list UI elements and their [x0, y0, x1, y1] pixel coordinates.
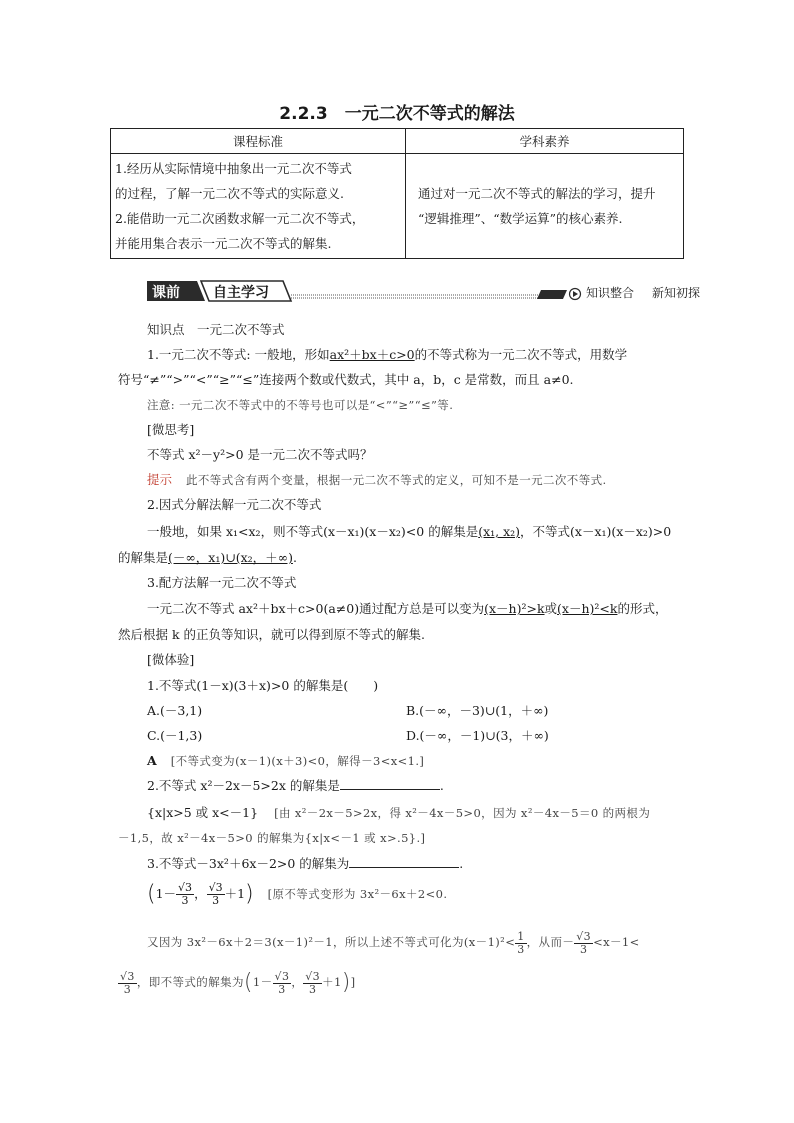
fraction: $\frac{√3}{3}$	[208, 881, 223, 907]
page-title: 2.2.3 一元二次不等式的解法	[279, 104, 515, 124]
literacy-cell: 通过对一元二次不等式的解法的学习，提升 “逻辑推理”、“数学运算”的核心素养.	[406, 154, 684, 259]
fraction: $\frac{1}{3}$	[517, 929, 525, 956]
hint-line: 提示 此不等式含有两个变量，根据一元二次不等式的定义，可知不是一元二次不等式.	[147, 472, 607, 487]
exercise-1: 1.不等式(1－x)(3＋x)>0 的解集是( )	[147, 678, 379, 693]
standards-table	[110, 128, 684, 259]
answer-1: A [不等式变为(x－1)(x＋3)<0，解得－3<x<1.]	[147, 753, 425, 768]
exercise-2: 2.不等式 x²－2x－5>2x 的解集是 .	[147, 778, 444, 793]
banner-right-2: 新知初探	[652, 286, 701, 300]
section-banner	[145, 280, 707, 302]
option-a: A.(－3,1)	[147, 703, 203, 718]
answer-3-line-3: $\frac{√3}{3}$ ，即不等式的解集为(1－ $\frac{√3}{3}$ ， $\frac{√3}{3}$ ＋1)]	[120, 969, 356, 996]
fraction: $\frac{√3}{3}$	[178, 881, 193, 907]
knowledge-point-heading: 知识点 一元二次不等式	[147, 322, 285, 337]
answer-blank	[340, 777, 440, 790]
fraction: $\frac{√3}{3}$	[576, 929, 592, 956]
fraction: $\frac{√3}{3}$	[305, 969, 321, 996]
micro-think-heading: [微思考]	[147, 422, 195, 437]
hint-label: 提示	[147, 472, 173, 487]
table-header-standard: 课程标准	[111, 129, 406, 154]
section-3-heading: 3.配方法解一元二次不等式	[147, 575, 297, 590]
factor-line-1: 一般地，如果 x₁<x₂，则不等式(x－x₁)(x－x₂)<0 的解集是(x₁, x₂)，不等式(x－x₁)(x－x₂)>0	[147, 524, 672, 539]
square-line-1: 一元二次不等式 ax²＋bx＋c>0(a≠0)通过配方总是可以变为(x－h)²>k或(x－h)²<k的形式，	[147, 601, 668, 616]
fraction: $\frac{√3}{3}$	[274, 969, 290, 996]
option-d: D.(－∞，－1)∪(3，＋∞)	[406, 728, 549, 743]
factor-line-2: 的解集是(－∞，x₁)∪(x₂，＋∞).	[118, 550, 297, 565]
square-line-2: 然后根据 k 的正负等知识，就可以得到原不等式的解集.	[118, 627, 425, 642]
note: 注意: 一元二次不等式中的不等号也可以是“<”“≥”“≤”等.	[147, 398, 454, 412]
table-header-literacy: 学科素养	[406, 129, 684, 154]
micro-think-question: 不等式 x²－y²>0 是一元二次不等式吗？	[147, 447, 373, 462]
answer-3-line-2: 又因为 3x²－6x＋2＝3(x－1)²－1，所以上述不等式可化为(x－1)²< $\frac{1}{3}$ ，从而－ $\frac{√3}{3}$ <x－1<	[147, 929, 640, 956]
banner-tag-before-class: 课前	[152, 285, 180, 301]
exercise-3: 3.不等式－3x²＋6x－2>0 的解集为 .	[147, 856, 464, 871]
banner-right-1: 知识整合	[586, 286, 635, 300]
answer-3-line-1: (1－ $\frac{√3}{3}$ ， $\frac{√3}{3}$ ＋1) [原不等式变形为 3x²－6x＋2<0.	[147, 881, 448, 907]
definition-line-2: 符号“≠”“>”“<”“≥”“≤”连接两个数或代数式，其中 a，b，c 是常数，而且 a≠0.	[118, 372, 574, 387]
answer-2-line-2: －1,5，故 x²－4x－5>0 的解集为{x|x<－1 或 x>.5}.]	[118, 831, 426, 845]
option-b: B.(－∞，－3)∪(1，＋∞)	[406, 703, 549, 718]
option-c: C.(－1,3)	[147, 728, 203, 743]
standard-cell: 1.经历从实际情境中抽象出一元二次不等式 的过程，了解一元二次不等式的实际意义. 2.能借助一元二次函数求解一元二次不等式， 并能用集合表示一元二次不等式的解集.	[111, 154, 406, 259]
answer-2-line-1: {x|x>5 或 x<－1} [由 x²－2x－5>2x，得 x²－4x－5>0，因为 x²－4x－5＝0 的两根为	[147, 805, 651, 820]
banner-tag-self-study: 自主学习	[213, 285, 269, 301]
fraction: $\frac{√3}{3}$	[120, 969, 135, 996]
definition-line-1: 1.一元二次不等式: 一般地，形如ax²＋bx＋c>0的不等式称为一元二次不等式，用数学	[147, 347, 628, 362]
answer-blank	[349, 855, 459, 868]
section-2-heading: 2.因式分解法解一元二次不等式	[147, 497, 322, 512]
micro-experience-heading: [微体验]	[147, 652, 195, 667]
